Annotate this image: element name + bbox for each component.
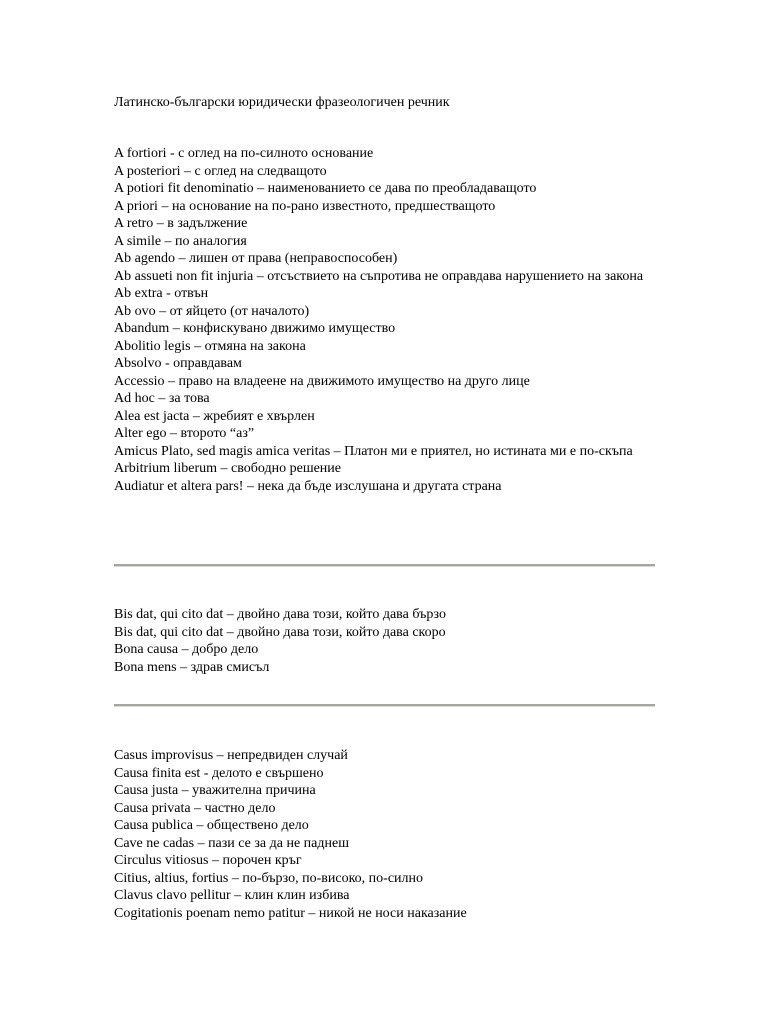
entry: A simile – по аналогия [114, 233, 247, 249]
entry: Causa finita est - делото е свършено [114, 765, 324, 781]
section-a [114, 145, 659, 495]
entry: A potiori fit denominatio – наименованието се дава по преобладаващото [114, 181, 537, 196]
entry: Amicus Plato, sed magis amica veritas – Платон ми е приятел, но истината ми е по-скъпа [114, 443, 633, 459]
entry: Bis dat, qui cito dat – двойно дава този, който дава бързо [114, 607, 446, 622]
entry: A posteriori – с оглед на следващото [114, 163, 327, 179]
entry: Cave ne cadas – пази се за да не паднеш [114, 835, 349, 851]
entry: Alter ego – второто “аз” [114, 426, 255, 441]
section-b [114, 606, 659, 676]
entry: Ab agendo – лишен от права (неправоспособен) [114, 251, 398, 266]
entry: A fortiori - с оглед на по-силното основание [114, 146, 374, 161]
entry: Clavus clavo pellitur – клин клин избива [114, 888, 350, 903]
section-c [114, 747, 659, 922]
entry: Circulus vitiosus – порочен кръг [114, 853, 302, 868]
entry: Causa publica – обществено дело [114, 818, 309, 833]
entry: Ab assueti non fit injuria – отсъствието на съпротива не оправдава нарушението на закона [114, 268, 644, 284]
entry: Bis dat, qui cito dat – двойно дава този, който дава скоро [114, 624, 446, 640]
entry: Abolitio legis – отмяна на закона [114, 338, 306, 354]
entry: A priori – на основание на по-рано известното, предшестващото [114, 198, 496, 214]
entry: Accessio – право на владеене на движимото имущество на друго лице [114, 373, 530, 389]
horizontal-rule [114, 704, 655, 707]
entry: Ab extra - отвън [114, 286, 209, 301]
entry: Citius, altius, fortius – по-бързо, по-високо, по-силно [114, 870, 424, 886]
document-title: Латинско-български юридически фразеологичен речник [114, 95, 450, 110]
entry: Casus improvisus – непредвиден случай [114, 748, 348, 763]
entry: Cogitationis poenam nemo patitur – никой не носи наказание [114, 905, 467, 921]
entry: Audiatur et altera pars! – нека да бъде изслушана и другата страна [114, 478, 502, 494]
entry: Arbitrium liberum – свободно решение [114, 461, 342, 476]
entry: Bona causa – добро дело [114, 642, 259, 657]
entry: Alea est jacta – жребият е хвърлен [114, 408, 315, 424]
entry: Bona mens – здрав смисъл [114, 659, 270, 675]
entry: Abandum – конфискувано движимо имущество [114, 321, 396, 336]
entry: Causa justa – уважителна причина [114, 783, 316, 798]
entry: A retro – в задължение [114, 216, 248, 231]
horizontal-rule [114, 564, 655, 567]
entry: Absolvo - оправдавам [114, 356, 242, 371]
entry: Causa privata – частно дело [114, 800, 276, 816]
entry: Ab ovo – от яйцето (от началото) [114, 303, 310, 319]
entry: Ad hoc – за това [114, 391, 210, 406]
